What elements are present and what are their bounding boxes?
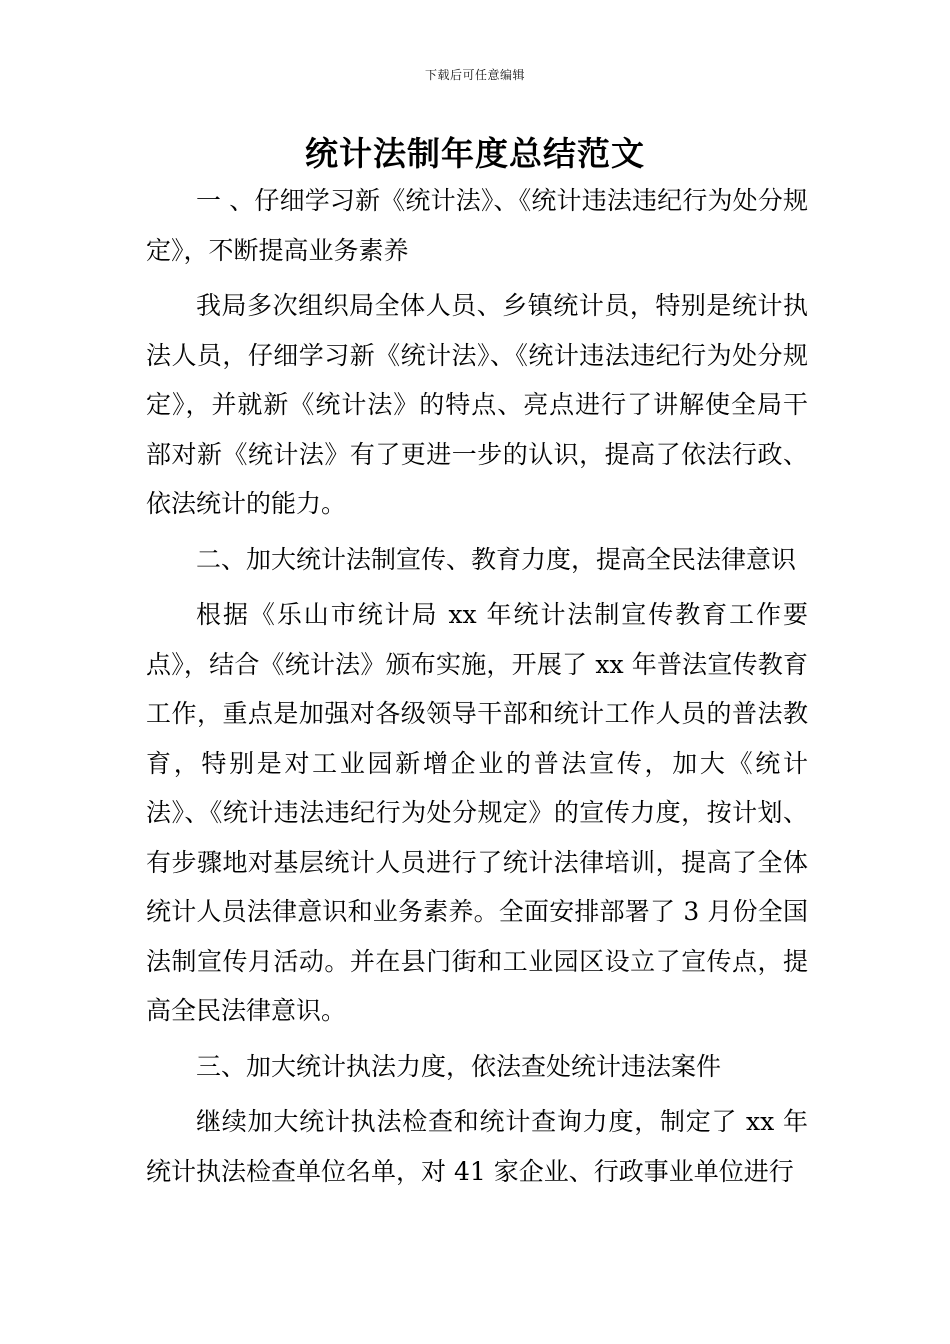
document-body: [146, 176, 808, 1202]
section-heading-3: 三、加大统计执法力度，依法查处统计违法案件: [196, 1051, 722, 1081]
document-title: 统计法制年度总结范文: [305, 134, 645, 173]
paragraph-3: 继续加大统计执法检查和统计查询力度，制定了 xx 年统计执法检查单位名单，对 41 家企业、行政事业单位进行: [146, 1107, 808, 1186]
section-heading-2: 二、加大统计法制宣传、教育力度，提高全民法律意识: [196, 544, 797, 574]
section-heading-1: 一 、仔细学习新《统计法》、《统计违法违纪行为处分规定》，不断提高业务素养: [146, 186, 808, 265]
paragraph-2: 根据《乐山市统计局 xx 年统计法制宣传教育工作要点》，结合《统计法》颁布实施，开展了 xx 年普法宣传教育工作，重点是加强对各级领导干部和统计工作人员的普法教育，特别是对工业园新增企业的普法宣传，加大《统计法》、《统计违法违纪行为处分规定》的宣传力度，按计划、有步骤地对基层统计人员进行了统计法律培训，提高了全体统计人员法律意识和业务素养。全面安排部署了 3 月份全国法制宣传月活动。并在县门街和工业园区设立了宣传点，提高全民法律意识。: [146, 600, 808, 1025]
paragraph-1: 我局多次组织局全体人员、乡镇统计员，特别是统计执法人员，仔细学习新《统计法》、《统计违法违纪行为处分规定》，并就新《统计法》的特点、亮点进行了讲解使全局干部对新《统计法》有了更进一步的认识，提高了依法行政、依法统计的能力。: [146, 291, 808, 518]
header-note: 下载后可任意编辑: [424, 68, 525, 82]
